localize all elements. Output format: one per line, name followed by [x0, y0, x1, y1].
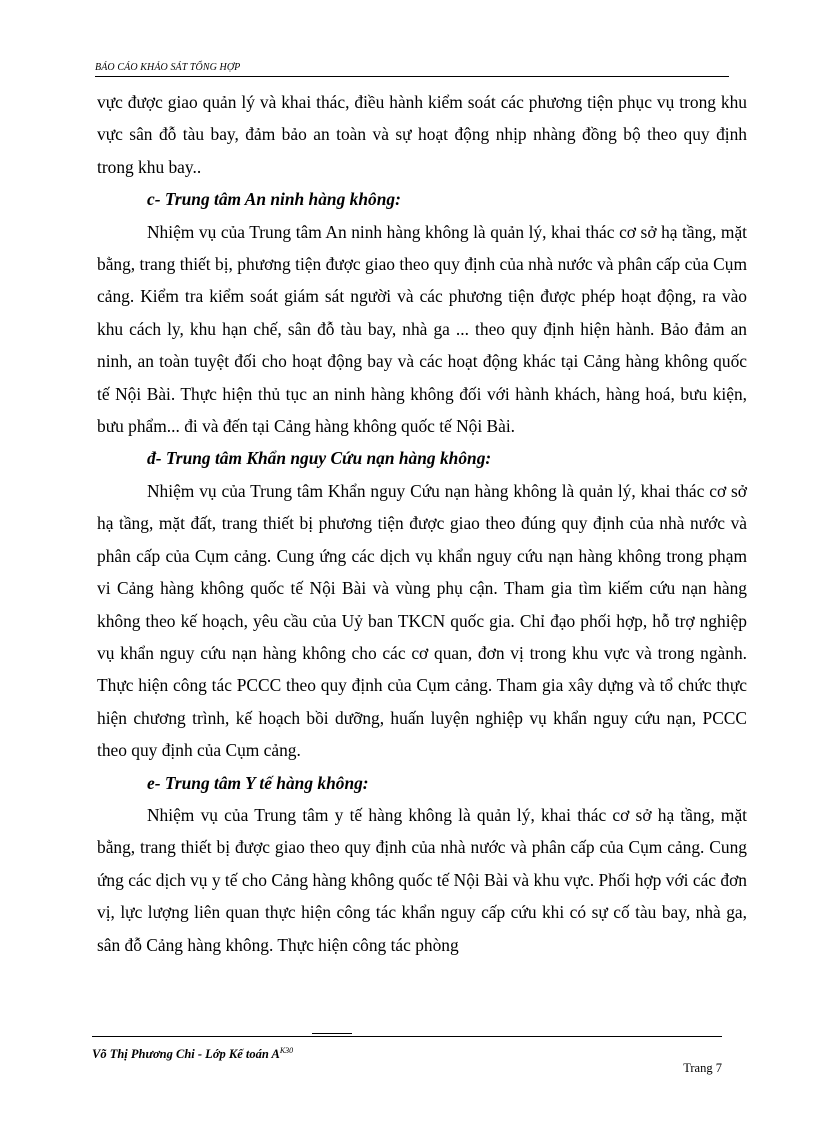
heading-rescue-center: đ- Trung tâm Khẩn nguy Cứu nạn hàng không: — [147, 448, 492, 469]
document-body — [97, 86, 747, 961]
author-name: Võ Thị Phương Chi - Lớp Kế toán A — [92, 1047, 280, 1062]
footer-divider-accent — [312, 1033, 352, 1034]
page-header — [95, 62, 729, 77]
heading-medical-center: e- Trung tâm Y tế hàng không: — [147, 772, 369, 793]
paragraph-rescue-center: Nhiệm vụ của Trung tâm Khẩn nguy Cứu nạn hàng không là quản lý, khai thác cơ sở hạ tầng, mặt đất, trang thiết bị phương tiện được giao theo đúng quy định của nhà nước và phân cấp của Cụm cảng. Cung ứng các dịch vụ khẩn nguy cứu nạn hàng không trong phạm vi Cảng hàng không quốc tế Nội Bài và vùng phụ cận. Tham gia tìm kiếm cứu nạn hàng không theo kế hoạch, yêu cầu của Uỷ ban TKCN quốc gia. Chỉ đạo phối hợp, hỗ trợ nghiệp vụ khẩn nguy cứu nạn hàng không cho các cơ quan, đơn vị trong khu vực và trong ngành. Thực hiện công tác PCCC theo quy định của Cụm cảng. Tham gia xây dựng và tổ chức thực hiện chương trình, kế hoạch bồi dưỡng, huấn luyện nghiệp vụ khẩn nguy cứu nạn, PCCC theo quy định của Cụm cảng. — [97, 480, 747, 761]
heading-security-center: c- Trung tâm An ninh hàng không: — [147, 189, 401, 210]
footer-author — [92, 1046, 293, 1062]
footer-divider — [92, 1036, 722, 1037]
paragraph-security-center: Nhiệm vụ của Trung tâm An ninh hàng không là quản lý, khai thác cơ sở hạ tầng, mặt bằng, trang thiết bị, phương tiện được giao theo quy định của nhà nước và phân cấp của Cụm cảng. Kiểm tra kiểm soát giám sát người và các phương tiện được phép hoạt động, ra vào khu cách ly, khu hạn chế, sân đỗ tàu bay, nhà ga ... theo quy định hiện hành. Bảo đảm an ninh, an toàn tuyệt đối cho hoạt động bay và các hoạt động khác tại Cảng hàng không quốc tế Nội Bài. Thực hiện thủ tục an ninh hàng không đối với hành khách, hàng hoá, bưu kiện, bưu phẩm... đi và đến tại Cảng hàng không quốc tế Nội Bài. — [97, 221, 747, 437]
class-superscript: K30 — [279, 1046, 294, 1055]
paragraph-medical-center: Nhiệm vụ của Trung tâm y tế hàng không là quản lý, khai thác cơ sở hạ tầng, mặt bằng, trang thiết bị được giao theo quy định của nhà nước và phân cấp của Cụm cảng. Cung ứng các dịch vụ y tế cho Cảng hàng không quốc tế Nội Bài và khu vực. Phối hợp với các đơn vị, lực lượng liên quan thực hiện công tác khẩn nguy cấp cứu khi có sự cố tàu bay, nhà ga, sân đỗ Cảng hàng không. Thực hiện công tác phòng — [97, 804, 747, 955]
header-title: BÁO CÁO KHẢO SÁT TỔNG HỢP — [95, 62, 241, 73]
page-number: Trang 7 — [683, 1061, 722, 1075]
paragraph-continuation: vực được giao quản lý và khai thác, điều hành kiểm soát các phương tiện phục vụ trong khu vực sân đỗ tàu bay, đảm bảo an toàn và sự hoạt động nhịp nhàng đồng bộ theo quy định trong khu bay.. — [97, 92, 747, 177]
